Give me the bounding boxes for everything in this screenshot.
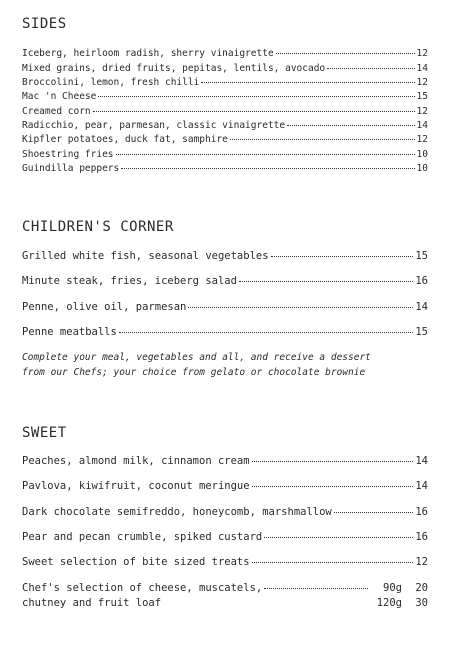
cheese-row	[22, 597, 428, 612]
cheese-item	[22, 582, 428, 612]
dot-leader	[264, 537, 413, 538]
sides-heading: SIDES	[22, 16, 67, 32]
item-name: Chef's selection of cheese, muscatels,	[22, 582, 263, 594]
item-name: Kipfler potatoes, duck fat, samphire	[22, 134, 228, 145]
item-price: 12	[416, 106, 428, 117]
item-name: Pavlova, kiwifruit, coconut meringue	[22, 480, 250, 492]
dot-leader	[119, 332, 414, 333]
item-price: 30	[415, 597, 428, 609]
menu-item	[22, 326, 428, 338]
menu-item	[22, 163, 428, 174]
item-price: 10	[416, 163, 428, 174]
dot-leader	[252, 461, 414, 462]
item-name: Dark chocolate semifreddo, honeycomb, marshmallow	[22, 506, 332, 518]
menu-item	[22, 250, 428, 262]
item-price: 15	[415, 250, 428, 262]
dot-leader	[252, 562, 414, 563]
menu-item	[22, 106, 428, 117]
item-price: 10	[416, 149, 428, 160]
item-name: Broccolini, lemon, fresh chilli	[22, 77, 200, 88]
item-price: 16	[415, 531, 428, 543]
item-name: Guindilla peppers	[22, 163, 120, 174]
menu-item	[22, 48, 428, 59]
item-name: chutney and fruit loaf	[22, 597, 162, 609]
item-name: Sweet selection of bite sized treats	[22, 556, 250, 568]
dot-leader	[188, 307, 413, 308]
item-name: Penne, olive oil, parmesan	[22, 301, 187, 313]
item-name: Grilled white fish, seasonal vegetables	[22, 250, 269, 262]
dot-leader	[327, 68, 414, 69]
dot-leader	[98, 96, 414, 97]
dot-leader	[334, 512, 414, 513]
item-price: 15	[415, 326, 428, 338]
menu-item	[22, 91, 428, 102]
dot-leader	[276, 53, 415, 54]
item-name: Radicchio, pear, parmesan, classic vinaigrette	[22, 120, 286, 131]
menu-item	[22, 531, 428, 543]
dot-leader	[230, 139, 415, 140]
portion-size: 120g	[376, 597, 402, 609]
dot-leader	[93, 111, 415, 112]
cheese-row	[22, 582, 428, 597]
dot-leader	[271, 256, 414, 257]
menu-item	[22, 77, 428, 88]
dot-leader	[264, 588, 368, 589]
menu-item	[22, 149, 428, 160]
portion-size: 90g	[383, 582, 402, 594]
menu-item	[22, 480, 428, 492]
item-price: 12	[416, 134, 428, 145]
dot-leader	[287, 125, 414, 126]
item-name: Mixed grains, dried fruits, pepitas, lentils, avocado	[22, 63, 326, 74]
dot-leader	[252, 486, 414, 487]
item-price: 12	[415, 556, 428, 568]
item-price: 12	[416, 77, 428, 88]
menu-item	[22, 120, 428, 131]
dot-leader	[121, 168, 414, 169]
dot-leader	[116, 154, 415, 155]
item-price: 20	[415, 582, 428, 594]
item-name: Creamed corn	[22, 106, 91, 117]
note-line: Complete your meal, vegetables and all, and receive a dessert	[22, 352, 371, 363]
menu-item	[22, 63, 428, 74]
menu-item	[22, 301, 428, 313]
childrens-heading: CHILDREN'S CORNER	[22, 219, 174, 235]
dot-leader	[201, 82, 414, 83]
item-price: 14	[416, 120, 428, 131]
menu-item	[22, 455, 428, 467]
note-line: from our Chefs; your choice from gelato or chocolate brownie	[22, 367, 366, 378]
item-name: Pear and pecan crumble, spiked custard	[22, 531, 263, 543]
item-price: 14	[415, 455, 428, 467]
item-price: 14	[416, 63, 428, 74]
sweet-heading: SWEET	[22, 425, 67, 441]
item-price: 16	[415, 506, 428, 518]
item-price: 16	[415, 275, 428, 287]
menu-item	[22, 134, 428, 145]
item-name: Iceberg, heirloom radish, sherry vinaigrette	[22, 48, 274, 59]
item-price: 12	[416, 48, 428, 59]
menu-item	[22, 275, 428, 287]
item-name: Minute steak, fries, iceberg salad	[22, 275, 237, 287]
menu-item	[22, 506, 428, 518]
item-price: 14	[415, 480, 428, 492]
menu-item	[22, 556, 428, 568]
dot-leader	[239, 281, 413, 282]
item-name: Penne meatballs	[22, 326, 117, 338]
item-name: Mac 'n Cheese	[22, 91, 97, 102]
item-name: Peaches, almond milk, cinnamon cream	[22, 455, 250, 467]
item-price: 14	[415, 301, 428, 313]
dessert-note	[22, 350, 432, 380]
item-name: Shoestring fries	[22, 149, 114, 160]
item-price: 15	[416, 91, 428, 102]
